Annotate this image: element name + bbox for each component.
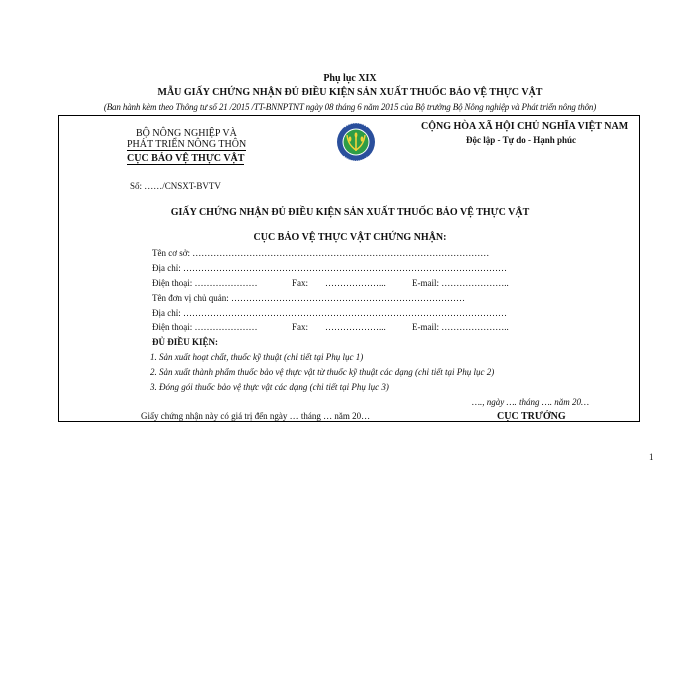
signer-title: CỤC TRƯỞNG [497, 411, 566, 422]
national-motto: Độc lập - Tự do - Hạnh phúc [466, 135, 577, 145]
condition-item: 3. Đóng gói thuốc bảo vệ thực vật các dạng (chi tiết tại Phụ lục 3) [150, 382, 389, 392]
form-title: MẪU GIẤY CHỨNG NHẬN ĐỦ ĐIỀU KIỆN SẢN XUẤT THUỐC BẢO VỆ THỰC VẬT [157, 87, 543, 98]
eligible-heading: ĐỦ ĐIỀU KIỆN: [152, 337, 219, 347]
ministry-line-1: BỘ NÔNG NGHIỆP VÀ [136, 128, 237, 139]
email-field-2: E-mail: ………………….. [412, 322, 509, 332]
department-name: CỤC BẢO VỆ THỰC VẬT [127, 153, 245, 164]
fax-label-2: Fax: [292, 322, 309, 332]
condition-item: 1. Sản xuất hoạt chất, thuốc kỹ thuật (chi tiết tại Phụ lục 1) [150, 352, 364, 362]
department-emblem-icon [336, 121, 376, 163]
page-number: 1 [649, 452, 654, 462]
managing-unit-field: Tên đơn vị chủ quản: …………………………………………………………………… [152, 293, 465, 303]
address-field-2: Địa chỉ: ……………………………………………………………………………………………… [152, 308, 507, 318]
fax-label-1: Fax: [292, 278, 309, 288]
validity-line: Giấy chứng nhận này có giá trị đến ngày … tháng … năm 20… [141, 411, 371, 421]
fax-field-2: ………………... [325, 322, 386, 332]
appendix-label: Phụ lục XIX [323, 73, 377, 84]
certificate-title: GIẤY CHỨNG NHẬN ĐỦ ĐIỀU KIỆN SẢN XUẤT THUỐC BẢO VỆ THỰC VẬT [170, 207, 530, 218]
fax-field-1: ………………... [325, 278, 386, 288]
date-line: …., ngày …. tháng …. năm 20… [472, 397, 590, 407]
email-field-1: E-mail: ………………….. [412, 278, 509, 288]
issued-under-note: (Ban hành kèm theo Thông tư số 21 /2015 /TT-BNNPTNT ngày 08 tháng 6 năm 2015 của Bộ trưởng Bộ Nông nghiệp và Phát triển nông thôn) [103, 102, 597, 112]
condition-item: 2. Sản xuất thành phẩm thuốc bảo vệ thực vật từ thuốc kỹ thuật các dạng (chi tiết tại Phụ lục 2) [150, 367, 495, 377]
ministry-line-2: PHÁT TRIỂN NÔNG THÔN [127, 139, 247, 150]
facility-name-field: Tên cơ sở: ……………………………………………………………………………………… [152, 248, 490, 258]
address-field-1: Địa chỉ: ……………………………………………………………………………………………… [152, 263, 507, 273]
phone-field-1: Điện thoại: ………………… [152, 278, 258, 288]
country-name: CỘNG HÒA XÃ HỘI CHỦ NGHĨA VIỆT NAM [421, 121, 629, 132]
certificate-number: Số: ……/CNSXT-BVTV [130, 181, 221, 191]
certifies-line: CỤC BẢO VỆ THỰC VẬT CHỨNG NHẬN: [253, 232, 447, 243]
phone-field-2: Điện thoại: ………………… [152, 322, 258, 332]
